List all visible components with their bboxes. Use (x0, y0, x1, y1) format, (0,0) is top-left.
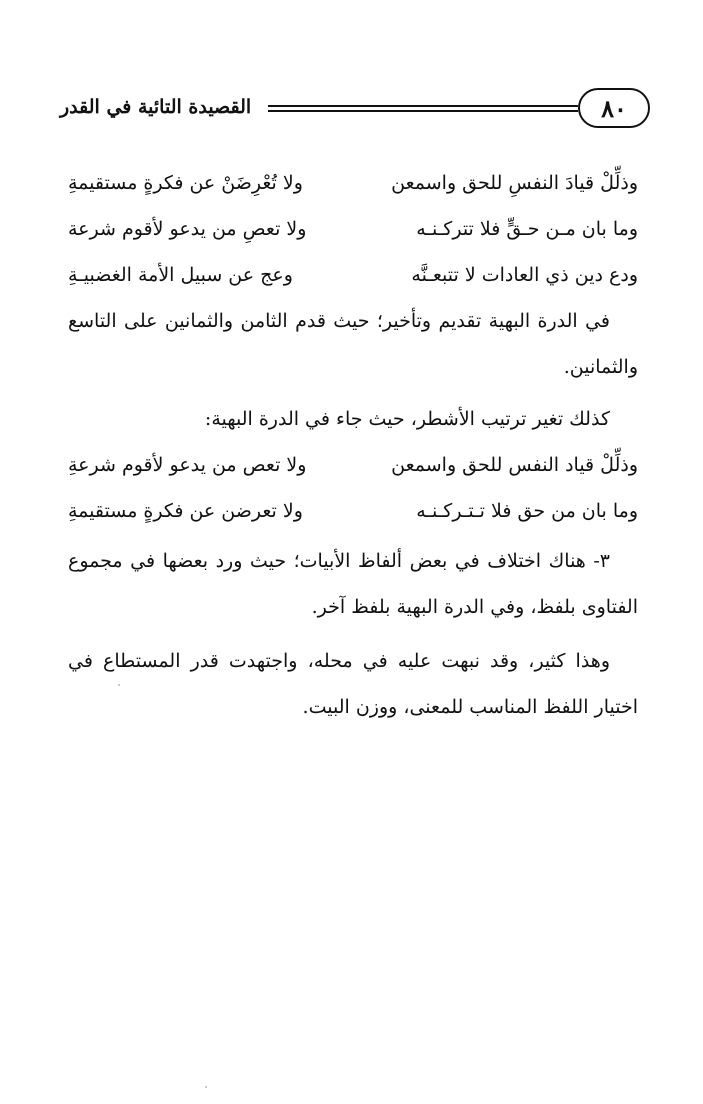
scan-speck (118, 684, 120, 686)
verse-first-hemistich: وما بان من حق فلا تـتـركـنـه (416, 500, 638, 522)
page-number: ٨٠ (601, 93, 627, 123)
verse-first-hemistich: وذلِّلْ قياد النفس للحق واسمعن (391, 454, 638, 476)
scan-speck (205, 1086, 207, 1088)
header-double-rule (268, 105, 578, 115)
paragraph: كذلك تغير ترتيب الأشطر، حيث جاء في الدرة البهية: (204, 408, 610, 430)
verse-second-hemistich: ولا تُعْرِضَنْ عن فكرةٍ مستقيمةِ (68, 172, 303, 194)
paragraph: في الدرة البهية تقديم وتأخير؛ حيث قدم الثامن والثمانين على التاسع والثمانين. (68, 310, 638, 378)
running-title: القصيدة التائية في القدر (60, 96, 252, 118)
verse-second-hemistich: ولا تعرضن عن فكرةٍ مستقيمةِ (68, 500, 303, 522)
header-rule-line (268, 105, 578, 107)
page-header (60, 88, 650, 134)
verse-first-hemistich: وما بان مـن حـقٍّ فلا تتركـنـه (416, 218, 638, 240)
verse-second-hemistich: ولا تعص من يدعو لأقوم شرعةِ (68, 454, 307, 476)
paragraph: ٣- هناك اختلاف في بعض ألفاظ الأبيات؛ حيث ورد بعضها في مجموع الفتاوى بلفظ، وفي الدرة البهية بلفظ آخر. (68, 550, 638, 618)
verse-second-hemistich: وعج عن سبيل الأمة الغضبيـةِ (68, 264, 293, 286)
verse-line (68, 488, 638, 534)
page-number-badge (578, 88, 650, 128)
page-body (68, 160, 638, 730)
verse-first-hemistich: وذلِّلْ قيادَ النفسِ للحق واسمعن (391, 172, 638, 194)
verse-line (68, 252, 638, 298)
header-rule-line (268, 110, 578, 112)
verse-line (68, 160, 638, 206)
paragraph: وهذا كثير، وقد نبهت عليه في محله، واجتهدت قدر المستطاع في اختيار اللفظ المناسب للمعنى، ووزن البيت. (68, 650, 638, 718)
verse-line (68, 206, 638, 252)
verse-line (68, 442, 638, 488)
verse-second-hemistich: ولا تعصِ من يدعو لأقوم شرعة (68, 218, 307, 240)
verse-first-hemistich: ودع دين ذي العادات لا تتبعـنَّه (411, 264, 638, 286)
